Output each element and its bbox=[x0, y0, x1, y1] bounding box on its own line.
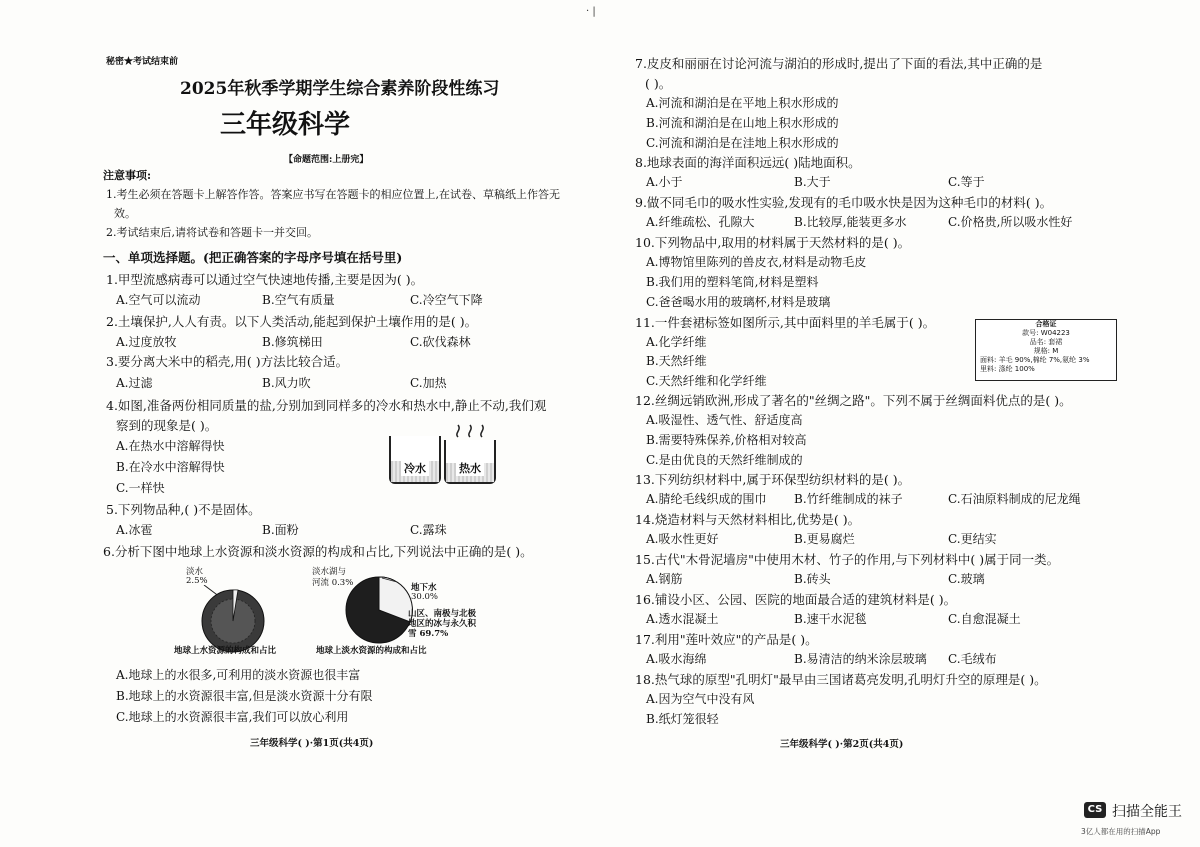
pie1-freshwater-label: 淡水 bbox=[186, 567, 204, 577]
question-1-options bbox=[116, 291, 483, 308]
option-b: B.更易腐烂 bbox=[794, 532, 855, 546]
pie2-chart bbox=[342, 574, 417, 646]
question-8-options bbox=[646, 173, 985, 190]
question-17: 17.利用"莲叶效应"的产品是( )。 bbox=[635, 632, 818, 647]
pie2-ice-label-2: 地区的冰与永久积 bbox=[408, 619, 477, 629]
question-14: 14.烧造材料与天然材料相比,优势是( )。 bbox=[635, 512, 861, 527]
option-a: A.纤维疏松、孔隙大 bbox=[646, 215, 755, 229]
question-4-option-b: B.在冷水中溶解得快 bbox=[116, 460, 225, 474]
question-6: 6.分析下图中地球上水资源和淡水资源的构成和占比,下列说法中正确的是( )。 bbox=[103, 544, 533, 559]
question-4: 4.如图,准备两份相同质量的盐,分别加到同样多的冷水和热水中,静止不动,我们观 bbox=[106, 398, 547, 413]
question-7-option-c: C.河流和湖泊是在洼地上积水形成的 bbox=[646, 136, 839, 150]
pie2-groundwater-value: 30.0% bbox=[411, 592, 439, 602]
tag-title: 合格证 bbox=[1035, 320, 1057, 328]
option-c: C.更结实 bbox=[948, 532, 997, 546]
question-3: 3.要分离大米中的稻壳,用( )方法比较合适。 bbox=[106, 354, 349, 369]
question-13: 13.下列纺织材料中,属于环保型纺织材料的是( )。 bbox=[635, 472, 911, 487]
question-18-option-a: A.因为空气中没有风 bbox=[646, 692, 755, 706]
pie1-caption: 地球上水资源的构成和占比 bbox=[174, 646, 277, 656]
option-c: C.等于 bbox=[948, 175, 985, 189]
notes-heading: 注意事项: bbox=[103, 169, 152, 182]
pie2-lake-label: 淡水湖与 bbox=[312, 567, 347, 577]
option-c: C.玻璃 bbox=[948, 572, 985, 586]
question-6-option-b: B.地球上的水资源很丰富,但是淡水资源十分有限 bbox=[116, 689, 373, 703]
option-a: A.腈纶毛线织成的围巾 bbox=[646, 492, 767, 506]
scan-mark: · | bbox=[586, 6, 596, 17]
question-16: 16.铺设小区、公园、医院的地面最合适的建筑材料是( )。 bbox=[635, 592, 957, 607]
option-b: B.速干水泥毯 bbox=[794, 612, 867, 626]
question-10-option-a: A.博物馆里陈列的兽皮衣,材料是动物毛皮 bbox=[646, 255, 867, 269]
question-9: 9.做不同毛巾的吸水性实验,发现有的毛巾吸水快是因为这种毛巾的材料( )。 bbox=[635, 195, 1053, 210]
option-c: C.自愈混凝土 bbox=[948, 612, 1021, 626]
note-2: 2.考试结束后,请将试卷和答题卡一并交回。 bbox=[106, 226, 318, 239]
option-a: A.过滤 bbox=[116, 376, 153, 390]
camscanner-logo-icon: CS bbox=[1084, 802, 1106, 818]
page-1-footer: 三年级科学( )·第1页(共4页) bbox=[250, 738, 374, 749]
question-13-options bbox=[646, 490, 1081, 507]
question-16-options bbox=[646, 610, 1021, 627]
question-7-option-b: B.河流和湖泊是在山地上积水形成的 bbox=[646, 116, 839, 130]
question-10-option-c: C.爸爸喝水用的玻璃杯,材料是玻璃 bbox=[646, 295, 831, 309]
question-12-option-c: C.是由优良的天然纤维制成的 bbox=[646, 453, 803, 467]
option-b: B.面粉 bbox=[262, 523, 299, 537]
page-2-footer: 三年级科学( )·第2页(共4页) bbox=[780, 739, 904, 750]
question-7: 7.皮皮和丽丽在讨论河流与湖泊的形成时,提出了下面的看法,其中正确的是 bbox=[635, 56, 1043, 71]
question-3-options bbox=[116, 374, 447, 391]
pie1-freshwater-value: 2.5% bbox=[186, 576, 208, 586]
question-10: 10.下列物品中,取用的材料属于天然材料的是( )。 bbox=[635, 235, 911, 250]
question-8: 8.地球表面的海洋面积远远( )陆地面积。 bbox=[635, 155, 861, 170]
question-15: 15.古代"木骨泥墙房"中使用木材、竹子的作用,与下列材料中( )属于同一类。 bbox=[635, 552, 1060, 567]
tag-size: 规格: M bbox=[1033, 347, 1059, 355]
option-b: B.修筑梯田 bbox=[262, 335, 323, 349]
question-4-cont: 察到的现象是( )。 bbox=[116, 418, 218, 433]
exam-scope: 【命题范围:上册完】 bbox=[284, 155, 369, 165]
subject-title: 三年级科学 bbox=[220, 110, 351, 140]
pie2-caption: 地球上淡水资源的构成和占比 bbox=[316, 646, 427, 656]
section-heading: 一、单项选择题。(把正确答案的字母序号填在括号里) bbox=[103, 250, 403, 265]
question-15-options bbox=[646, 570, 985, 587]
watermark-title: 扫描全能王 bbox=[1112, 804, 1182, 820]
question-11-option-c: C.天然纤维和化学纤维 bbox=[646, 374, 767, 388]
option-b: B.竹纤维制成的袜子 bbox=[794, 492, 903, 506]
tag-name: 品名: 套裙 bbox=[1029, 338, 1063, 346]
question-5-options bbox=[116, 521, 447, 538]
option-a: A.钢筋 bbox=[646, 572, 683, 586]
question-4-option-a: A.在热水中溶解得快 bbox=[116, 439, 225, 453]
steam-icon bbox=[452, 424, 492, 438]
question-12: 12.丝绸远销欧洲,形成了著名的"丝绸之路"。下列不属于丝绸面料优点的是( )。 bbox=[635, 393, 1072, 408]
hot-water-label: 热水 bbox=[456, 460, 484, 476]
option-b: B.易清洁的纳米涂层玻璃 bbox=[794, 652, 927, 666]
hot-water-beaker bbox=[444, 440, 496, 484]
question-7-option-a: A.河流和湖泊是在平地上积水形成的 bbox=[646, 96, 839, 110]
question-18-option-b: B.纸灯笼很轻 bbox=[646, 712, 719, 726]
pie2-ice-label-1: 山区、南极与北极 bbox=[408, 609, 477, 619]
question-17-options bbox=[646, 650, 997, 667]
option-a: A.透水混凝土 bbox=[646, 612, 719, 626]
question-12-option-a: A.吸湿性、透气性、舒适度高 bbox=[646, 413, 803, 427]
option-c: C.石油原料制成的尼龙绳 bbox=[948, 492, 1081, 506]
question-7-cont: ( )。 bbox=[645, 76, 672, 91]
tag-lining: 里料: 涤纶 100% bbox=[980, 365, 1035, 373]
option-b: B.比较厚,能装更多水 bbox=[794, 215, 907, 229]
option-a: A.吸水海绵 bbox=[646, 652, 707, 666]
pie2-ice-label-3: 雪 69.7% bbox=[408, 629, 449, 639]
note-1-cont: 效。 bbox=[114, 207, 136, 220]
option-a: A.吸水性更好 bbox=[646, 532, 719, 546]
confidential-label: 秘密★考试结束前 bbox=[106, 57, 179, 67]
question-6-option-a: A.地球上的水很多,可利用的淡水资源也很丰富 bbox=[116, 668, 361, 682]
option-b: B.砖头 bbox=[794, 572, 831, 586]
option-a: A.小于 bbox=[646, 175, 683, 189]
question-14-options bbox=[646, 530, 997, 547]
question-12-option-b: B.需要特殊保养,价格相对较高 bbox=[646, 433, 807, 447]
exam-page-2 bbox=[600, 0, 1200, 847]
option-a: A.空气可以流动 bbox=[116, 293, 201, 307]
option-c: C.砍伐森林 bbox=[410, 335, 471, 349]
option-c: C.冷空气下降 bbox=[410, 293, 483, 307]
exam-main-title: 2025年秋季学期学生综合素养阶段性练习 bbox=[180, 79, 500, 99]
option-a: A.过度放牧 bbox=[116, 335, 177, 349]
cold-water-label: 冷水 bbox=[401, 460, 429, 476]
option-c: C.价格贵,所以吸水性好 bbox=[948, 215, 1073, 229]
question-10-option-b: B.我们用的塑料笔筒,材料是塑料 bbox=[646, 275, 819, 289]
option-c: C.加热 bbox=[410, 376, 447, 390]
question-11-option-a: A.化学纤维 bbox=[646, 335, 707, 349]
question-18: 18.热气球的原型"孔明灯"最早由三国诸葛亮发明,孔明灯升空的原理是( )。 bbox=[635, 672, 1047, 687]
question-1: 1.甲型流感病毒可以通过空气快速地传播,主要是因为( )。 bbox=[106, 272, 424, 287]
option-c: C.露珠 bbox=[410, 523, 447, 537]
option-b: B.空气有质量 bbox=[262, 293, 335, 307]
question-9-options bbox=[646, 213, 1072, 230]
option-c: C.毛绒布 bbox=[948, 652, 997, 666]
tag-code: 款号: W04223 bbox=[1022, 329, 1070, 337]
option-a: A.冰雹 bbox=[116, 523, 153, 537]
note-1: 1.考生必须在答题卡上解答作答。答案应书写在答题卡的相应位置上,在试卷、草稿纸上作答无 bbox=[106, 188, 560, 201]
pie2-lake-value: 河流 0.3% bbox=[312, 578, 354, 588]
question-11: 11.一件套裙标签如图所示,其中面料里的羊毛属于( )。 bbox=[635, 315, 936, 330]
tag-fabric: 面料: 羊毛 90%,棉纶 7%,氨纶 3% bbox=[980, 356, 1090, 364]
option-b: B.风力吹 bbox=[262, 376, 311, 390]
watermark-subtitle: 3亿人都在用的扫描App bbox=[1081, 827, 1161, 836]
cold-water-beaker bbox=[389, 436, 441, 484]
question-5: 5.下列物品种,( )不是固体。 bbox=[106, 502, 261, 517]
question-2: 2.土壤保护,人人有责。以下人类活动,能起到保护土壤作用的是( )。 bbox=[106, 314, 478, 329]
question-6-option-c: C.地球上的水资源很丰富,我们可以放心利用 bbox=[116, 710, 349, 724]
pie2-groundwater-label: 地下水 bbox=[411, 583, 437, 593]
question-2-options bbox=[116, 333, 471, 350]
question-11-option-b: B.天然纤维 bbox=[646, 354, 707, 368]
question-4-option-c: C.一样快 bbox=[116, 481, 165, 495]
option-b: B.大于 bbox=[794, 175, 831, 189]
clothing-label-figure bbox=[975, 319, 1117, 381]
